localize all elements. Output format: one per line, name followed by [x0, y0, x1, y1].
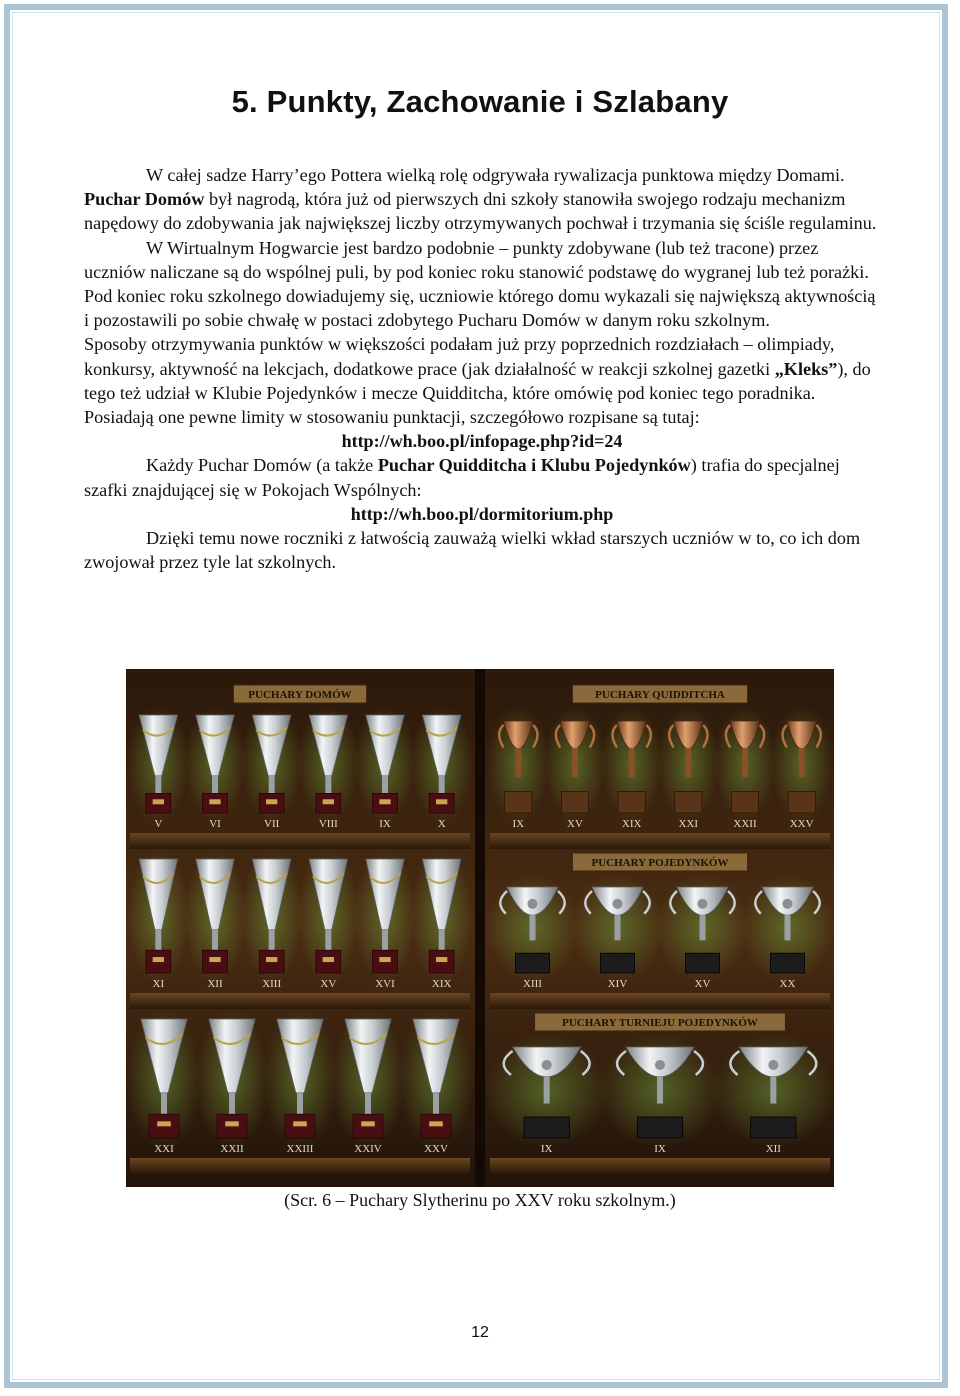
- paragraph-5: Dzięki temu nowe roczniki z łatwością zauważą wielki wkład starszych uczniów w to, co ich dom zwojował przez tyle lat szkolnych.: [84, 528, 861, 573]
- trophy-plate: [266, 957, 277, 962]
- trophy-stem: [785, 915, 791, 940]
- trophy-base: [618, 791, 645, 813]
- trophy-stem: [382, 776, 388, 794]
- trophy-plate: [209, 799, 220, 804]
- trophy-numeral: XXV: [789, 818, 814, 830]
- page-title: 5. Punkty, Zachowanie i Szlabany: [231, 84, 729, 119]
- trophy-stem: [161, 1093, 167, 1114]
- trophy-base: [686, 953, 720, 973]
- trophy-crest: [542, 1060, 552, 1070]
- trophy-stem: [685, 748, 691, 777]
- trophy-stem: [799, 748, 805, 777]
- trophy-stem: [615, 915, 621, 940]
- trophy-stem: [657, 1077, 663, 1104]
- trophy-stem: [770, 1077, 776, 1104]
- paragraph-3-bold: „Kleks”: [774, 358, 838, 379]
- shelf-label: PUCHARY DOMÓW: [248, 689, 352, 701]
- trophy-stem: [325, 930, 331, 951]
- figure-caption: (Scr. 6 – Puchary Slytherinu po XXV roku szkolnym.): [284, 1190, 676, 1210]
- trophy-numeral: XV: [567, 818, 583, 830]
- shelf-label: PUCHARY TURNIEJU POJEDYNKÓW: [562, 1017, 758, 1029]
- trophy-numeral: XXII: [733, 818, 757, 830]
- trophy-crest: [698, 899, 708, 909]
- trophy-stem: [269, 930, 275, 951]
- trophy-numeral: XIII: [523, 978, 542, 990]
- trophy-crest: [613, 899, 623, 909]
- trophy-stem: [433, 1093, 439, 1114]
- shelf-label: PUCHARY QUIDDITCHA: [595, 689, 725, 701]
- paragraph-3-text-a: Sposoby otrzymywania punktów w większości podałam już przy poprzednich rozdziałach – olimpiady, konkursy, aktywność na lekcjach, dodatkowe prace (jak działalność w reakcji szkolnej gazetki: [84, 334, 835, 379]
- trophy-numeral: XVI: [375, 978, 395, 990]
- trophy-stem: [155, 930, 161, 951]
- paragraph-4-text-a: Każdy Puchar Domów (a także: [146, 455, 378, 476]
- trophy-base: [524, 1117, 569, 1138]
- trophy-numeral: XIX: [431, 978, 452, 990]
- document-body: [84, 163, 880, 574]
- trophy-stem: [515, 748, 521, 777]
- trophy-numeral: VII: [264, 818, 280, 830]
- trophy-numeral: VIII: [318, 818, 338, 830]
- trophy-plate: [323, 957, 334, 962]
- trophy-numeral: XI: [152, 978, 165, 990]
- trophy-stem: [212, 930, 218, 951]
- link-dormitorium[interactable]: http://wh.boo.pl/dormitorium.php: [350, 503, 614, 524]
- trophy-stem: [269, 776, 275, 794]
- trophy-numeral: XIV: [607, 978, 628, 990]
- trophy-plate: [225, 1121, 239, 1126]
- trophy-crest: [655, 1060, 665, 1070]
- trophy-numeral: XV: [694, 978, 711, 990]
- trophy-stem: [544, 1077, 550, 1104]
- trophy-numeral: IX: [379, 818, 391, 830]
- paragraph-1-text-c: był nagrodą, która już od pierwszych dni szkoły stanowiła swojego rodzaju mechanizm napędowy do zdobywania jak największej liczby otrzymywanych pochwał i trzymania się ściśle regulaminu.: [84, 189, 877, 234]
- trophy-stem: [530, 915, 536, 940]
- shelf-board: [130, 1158, 470, 1174]
- trophy-stem: [572, 748, 578, 777]
- link-infopage[interactable]: http://wh.boo.pl/infopage.php?id=24: [341, 431, 623, 452]
- trophy-plate: [153, 957, 164, 962]
- trophy-plate: [436, 957, 447, 962]
- trophy-crest: [768, 1060, 778, 1070]
- trophy-plate: [436, 799, 447, 804]
- trophy-stem: [629, 748, 635, 777]
- shelf-board: [130, 833, 470, 849]
- trophy-numeral: XII: [207, 978, 223, 990]
- trophy-base: [637, 1117, 682, 1138]
- paragraph-1-text-a: W całej sadze Harry’ego Pottera wielką rolę odgrywała rywalizacja punktowa między Domami.: [146, 165, 845, 185]
- trophy-crest: [528, 899, 538, 909]
- shelf-board: [490, 1158, 830, 1174]
- trophy-stem: [365, 1093, 371, 1114]
- trophy-stem: [155, 776, 161, 794]
- trophy-stem: [439, 930, 445, 951]
- paragraph-2: W Wirtualnym Hogwarcie jest bardzo podobnie – punkty zdobywane (lub też tracone) przez uczniów naliczane są do wspólnej puli, by pod koniec roku stanowić podstawę do wygranej lub też porażki. Pod koniec roku szkolnego dowiadujemy się, uczniowie którego domu wykazali się największą aktywnością i pozostawili po sobie chwałę w postaci zdobytego Pucharu Domów w danym roku szkolnym.: [84, 237, 876, 331]
- trophy-plate: [361, 1121, 375, 1126]
- trophy-numeral: XXI: [678, 818, 699, 830]
- cabinet-divider: [475, 669, 485, 1187]
- page-number: 12: [471, 1324, 489, 1341]
- trophy-crest: [783, 899, 793, 909]
- trophy-base: [751, 1117, 796, 1138]
- paragraph-4-bold: Puchar Quidditcha i Klubu Pojedynków: [377, 455, 691, 476]
- trophy-numeral: IX: [654, 1143, 666, 1155]
- trophy-plate: [293, 1121, 307, 1126]
- trophy-base: [505, 791, 532, 813]
- trophy-stem: [439, 776, 445, 794]
- trophy-plate: [266, 799, 277, 804]
- trophy-base: [731, 791, 758, 813]
- trophy-numeral: V: [154, 818, 163, 830]
- trophy-plate: [323, 799, 334, 804]
- trophy-plate: [429, 1121, 443, 1126]
- trophy-stem: [382, 930, 388, 951]
- shelf-label: PUCHARY POJEDYNKÓW: [591, 857, 729, 869]
- trophy-cabinet-svg: [126, 669, 834, 1187]
- trophy-stem: [325, 776, 331, 794]
- trophy-base: [601, 953, 635, 973]
- trophy-plate: [153, 799, 164, 804]
- trophy-stem: [212, 776, 218, 794]
- trophy-stem: [742, 748, 748, 777]
- shelf-board: [490, 833, 830, 849]
- trophy-plate: [157, 1121, 171, 1126]
- trophy-base: [561, 791, 588, 813]
- trophy-numeral: XIX: [621, 818, 642, 830]
- trophy-stem: [297, 1093, 303, 1114]
- shelf-board: [130, 993, 470, 1009]
- paragraph-3-text-c: ), do tego też udział w Klubie Pojedynków i mecze Quidditcha, które omówię pod koniec tego poradnika. Posiadają one pewne limity w stosowaniu punktacji, szczegółowo rozpisane są tutaj:: [84, 358, 871, 428]
- trophy-stem: [229, 1093, 235, 1114]
- paragraph-1: [84, 163, 880, 236]
- trophy-plate: [379, 799, 390, 804]
- trophy-cabinet-image: [126, 669, 834, 1187]
- trophy-base: [516, 953, 550, 973]
- trophy-numeral: XXI: [154, 1143, 174, 1155]
- paragraph-3: [84, 332, 880, 429]
- paragraph-1-bold: Puchar Domów: [84, 189, 205, 210]
- shelf-board: [490, 993, 830, 1009]
- trophy-numeral: XIII: [262, 978, 282, 990]
- trophy-numeral: XX: [779, 978, 796, 990]
- trophy-base: [675, 791, 702, 813]
- trophy-plate: [209, 957, 220, 962]
- trophy-numeral: XXIII: [286, 1143, 314, 1155]
- trophy-numeral: XXII: [220, 1143, 244, 1155]
- paragraph-4: [84, 453, 880, 501]
- trophy-numeral: XXIV: [354, 1143, 382, 1155]
- trophy-numeral: VI: [209, 818, 221, 830]
- paragraph-4-text-c: ) trafia do specjalnej szafki znajdującej się w Pokojach Wspólnych:: [84, 455, 840, 500]
- trophy-numeral: XXV: [424, 1143, 448, 1155]
- trophy-base: [788, 791, 815, 813]
- trophy-numeral: IX: [540, 1143, 553, 1155]
- trophy-numeral: XII: [765, 1143, 781, 1155]
- trophy-numeral: XV: [320, 978, 337, 990]
- trophy-numeral: X: [437, 818, 446, 830]
- trophy-base: [771, 953, 805, 973]
- trophy-stem: [700, 915, 706, 940]
- trophy-numeral: IX: [512, 818, 525, 830]
- trophy-plate: [379, 957, 390, 962]
